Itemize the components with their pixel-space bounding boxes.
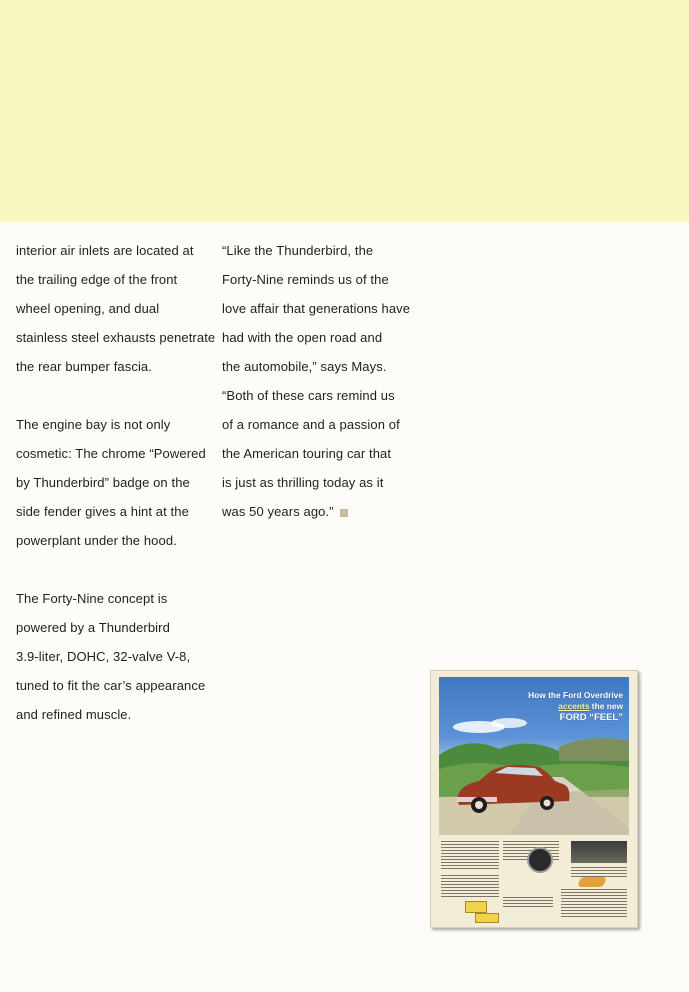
vintage-ford-advertisement <box>430 670 638 928</box>
text-line: cosmetic: The chrome “Powered <box>16 446 206 461</box>
quote-line: Forty-Nine reminds us of the <box>222 272 389 287</box>
quote-line: the American touring car that <box>222 446 392 461</box>
car-hubcap-shape <box>475 801 483 809</box>
text-line: The engine bay is not only <box>16 417 171 432</box>
text-line: powered by a Thunderbird <box>16 620 170 635</box>
end-of-article-mark <box>340 509 348 517</box>
quote-line: love affair that generations have <box>222 301 411 316</box>
ad-body-text-block <box>441 875 499 897</box>
text-line: stainless steel exhausts penetrate <box>16 330 216 345</box>
quote-line: of a romance and a passion of <box>222 417 400 432</box>
quote-line: “Both of these cars remind us <box>222 388 395 403</box>
text-line: by Thunderbird” badge on the <box>16 475 190 490</box>
ad-headline-line1: How the Ford Overdrive <box>528 690 623 700</box>
quote-line: had with the open road and <box>222 330 383 345</box>
dashboard-photo <box>571 841 627 863</box>
text-line: the rear bumper fascia. <box>16 359 152 374</box>
mountain-shape <box>559 738 629 761</box>
quote-line-text: was 50 years ago.” <box>222 504 334 519</box>
text-line: interior air inlets are located at <box>16 243 194 258</box>
ad-body-text-block <box>561 889 627 919</box>
paragraph-gap <box>16 555 206 584</box>
text-line: The Forty-Nine concept is <box>16 591 168 606</box>
car-hubcap-shape <box>544 800 551 807</box>
left-text-column <box>16 236 216 729</box>
quote-line: the automobile,” says Mays. <box>222 359 387 374</box>
right-text-column <box>222 236 422 526</box>
ad-illustration <box>439 677 629 835</box>
ad-headline <box>528 690 623 723</box>
ad-headline-emphasis: accents <box>558 701 590 711</box>
text-line: 3.9-liter, DOHC, 32-valve V-8, <box>16 649 191 664</box>
text-line: wheel opening, and dual <box>16 301 160 316</box>
ad-body-text-block <box>503 897 553 909</box>
ad-body-text-block <box>441 841 499 871</box>
quote-line: “Like the Thunderbird, the <box>222 243 374 258</box>
ornament-illustration <box>577 877 607 887</box>
header-color-band <box>0 0 689 222</box>
cloud-shape <box>491 718 527 728</box>
quote-line-last <box>222 497 422 526</box>
quote-line: is just as thrilling today as it <box>222 475 384 490</box>
road-sign-icon <box>465 901 487 913</box>
road-sign-icon <box>475 913 499 923</box>
text-line: and refined muscle. <box>16 707 132 722</box>
ad-headline-line3: FORD “FEEL” <box>559 712 623 723</box>
ad-body-text-block <box>571 867 627 877</box>
ad-headline-line2 <box>528 701 623 712</box>
text-line: tuned to fit the car’s appearance <box>16 678 206 693</box>
text-line: the trailing edge of the front <box>16 272 178 287</box>
text-line: side fender gives a hint at the <box>16 504 189 519</box>
text-line: powerplant under the hood. <box>16 533 177 548</box>
speedometer-icon <box>527 847 553 873</box>
ad-headline-line2-tail: the new <box>589 701 623 711</box>
paragraph-gap <box>16 381 206 410</box>
